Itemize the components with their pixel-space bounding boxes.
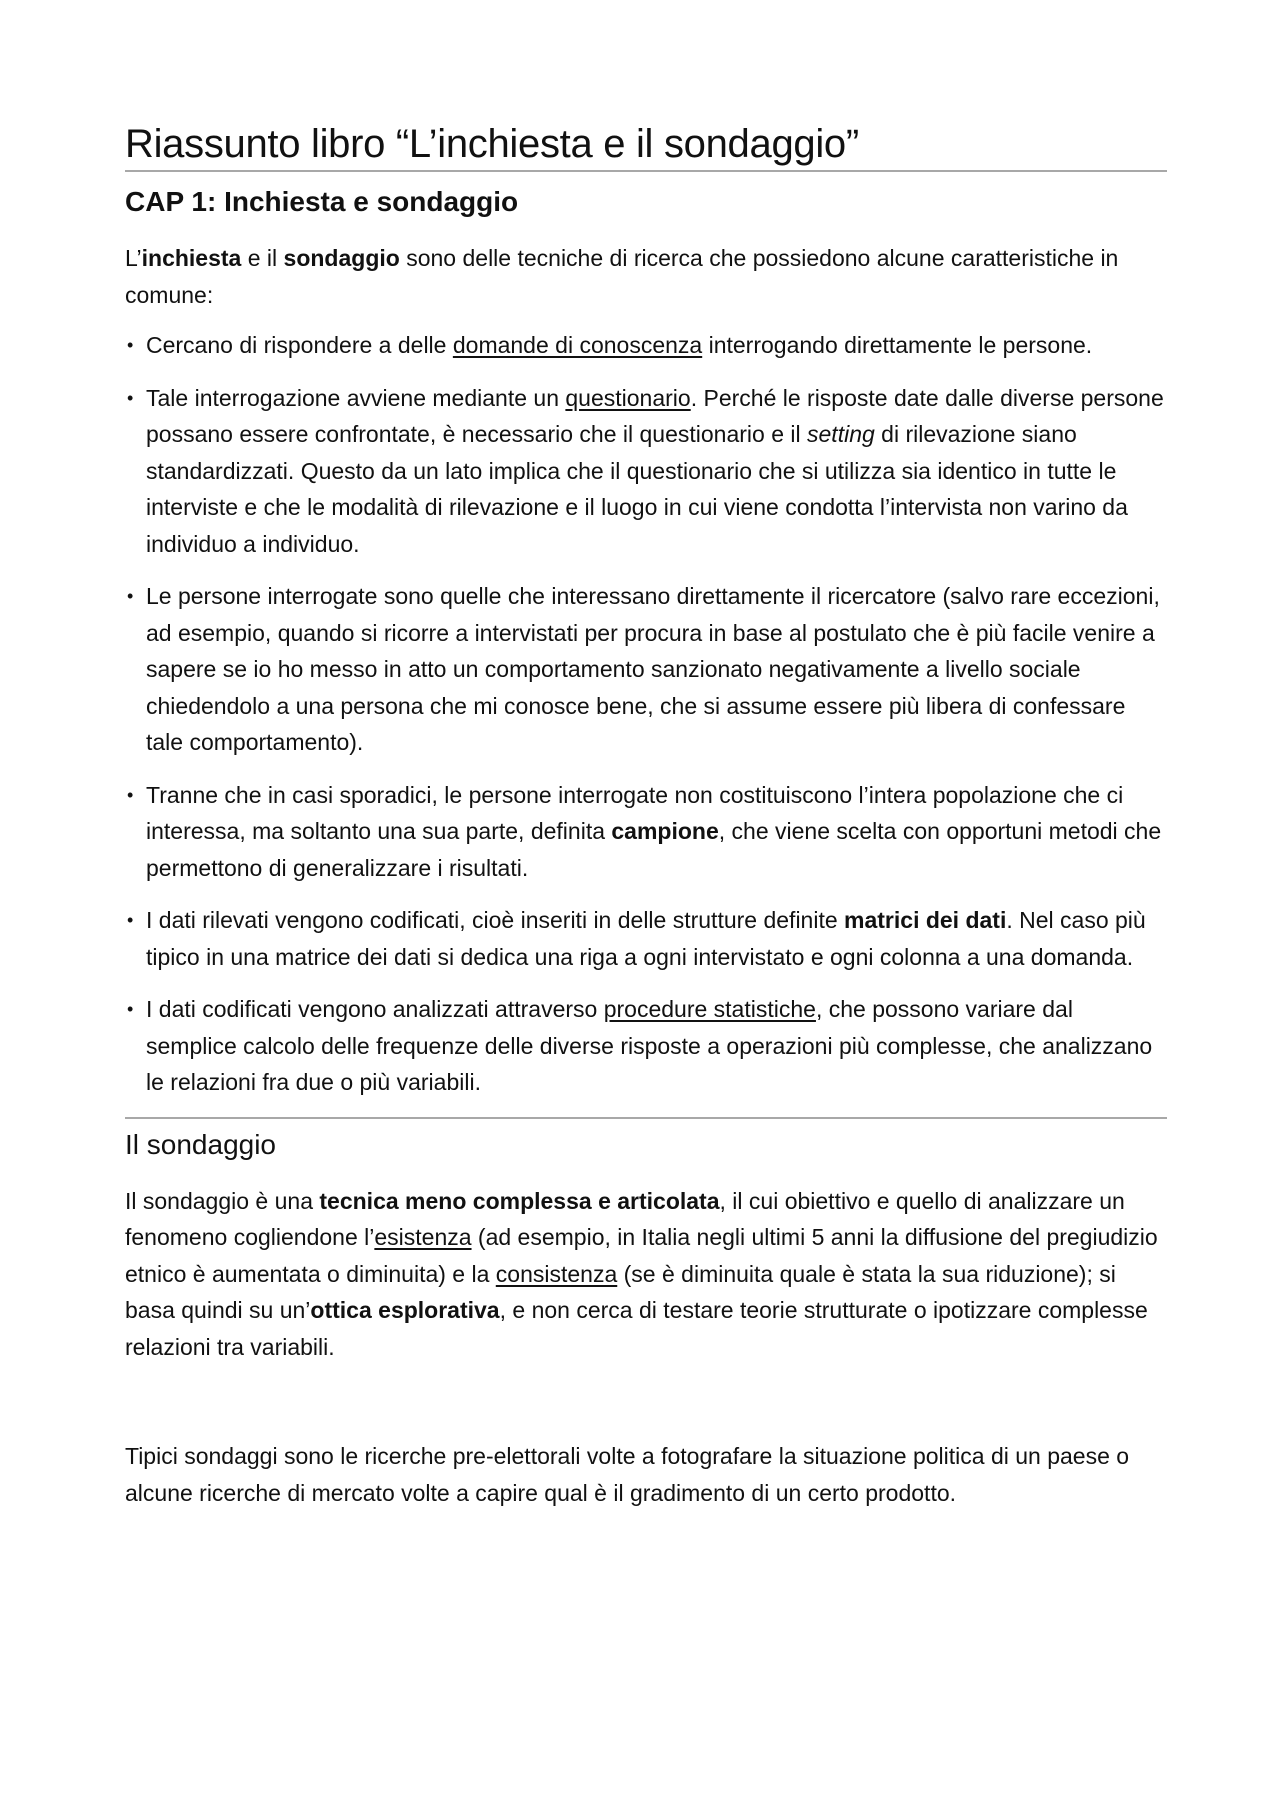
list-item: • Le persone interrogate sono quelle che interessano direttamente il ricercatore (salvo rare eccezioni, ad esempio, quando si ricorre a intervistati per procura in base al postulato che è più facile venire a sapere se io ho messo in atto un comportamento sanzionato negativamente a livello sociale chiedendolo a una persona che mi conosce bene, che si assume essere più libera di confessare tale comportamento). <box>125 578 1167 761</box>
sondaggio-paragraph: Il sondaggio è una tecnica meno complessa e articolata, il cui obiettivo e quello di analizzare un fenomeno cogliendone l’esistenza (ad esempio, in Italia negli ultimi 5 anni la diffusione del pregiudizio etnico è aumentata o diminuita) e la consistenza (se è diminuita quale è stata la sua riduzione); si basa quindi su un’ottica esplorativa, e non cerca di testare teorie strutturate o ipotizzare complesse relazioni tra variabili. <box>125 1187 1158 1360</box>
bold-term: ottica esplorativa <box>310 1297 500 1323</box>
bullet-icon: • <box>127 586 134 606</box>
list-item: • Cercano di rispondere a delle domande di conoscenza interrogando direttamente le persone. <box>125 327 1167 364</box>
bold-term: campione <box>611 818 719 844</box>
section-divider <box>125 1117 1167 1119</box>
section-heading: Il sondaggio <box>125 1128 277 1160</box>
list-item: • Tranne che in casi sporadici, le persone interrogate non costituiscono l’intera popolazione che ci interessa, ma soltanto una sua parte, definita campione, che viene scelta con opportuni metodi che permettono di generalizzare i risultati. <box>125 777 1167 887</box>
underlined-term: consistenza <box>495 1260 618 1287</box>
bold-term-inchiesta: inchiesta <box>141 245 242 271</box>
list-item: • Tale interrogazione avviene mediante un questionario. Perché le risposte date dalle diverse persone possano essere confrontate, è necessario che il questionario e il setting di rilevazione siano standardizzati. Questo da un lato implica che il questionario che si utilizza sia identico in tutte le interviste e che le modalità di rilevazione e il luogo in cui viene condotta l’intervista non varino da individuo a individuo. <box>125 380 1167 563</box>
bold-term: tecnica meno complessa e articolata <box>319 1187 720 1214</box>
underlined-term: esistenza <box>374 1224 472 1250</box>
bullet-icon: • <box>127 999 134 1019</box>
sondaggio-examples-paragraph: Tipici sondaggi sono le ricerche pre-elettorali volte a fotografare la situazione politica di un paese o alcune ricerche di mercato volte a capire qual è il gradimento di un certo prodotto. <box>125 1443 1130 1506</box>
chapter-heading: CAP 1: Inchiesta e sondaggio <box>125 186 519 217</box>
section-divider <box>125 170 1167 172</box>
underlined-term: procedure statistiche <box>603 996 816 1022</box>
bold-term: matrici dei dati <box>844 907 1007 933</box>
bullet-icon: • <box>127 784 134 805</box>
document-content <box>125 118 1167 1511</box>
underlined-term: domande di conoscenza <box>452 332 703 358</box>
document-title: Riassunto libro “L’inchiesta e il sondaggio” <box>125 122 859 166</box>
bullet-icon: • <box>127 910 134 930</box>
characteristics-list <box>125 327 1167 1101</box>
bullet-icon: • <box>127 387 134 408</box>
underlined-term: questionario <box>565 384 691 411</box>
italic-term: setting <box>807 421 875 447</box>
bold-term-sondaggio: sondaggio <box>283 245 400 271</box>
bullet-icon: • <box>127 335 134 355</box>
list-item: • I dati rilevati vengono codificati, cioè inseriti in delle strutture definite matrici dei dati. Nel caso più tipico in una matrice dei dati si dedica una riga a ogni intervistato e ogni colonna a una domanda. <box>125 902 1167 975</box>
list-item: • I dati codificati vengono analizzati attraverso procedure statistiche, che possono variare dal semplice calcolo delle frequenze delle diverse risposte a operazioni più complesse, che analizzano le relazioni fra due o più variabili. <box>125 991 1167 1101</box>
chapter-intro-paragraph: L’inchiesta e il sondaggio sono delle tecniche di ricerca che possiedono alcune caratteristiche in comune: <box>125 245 1119 308</box>
